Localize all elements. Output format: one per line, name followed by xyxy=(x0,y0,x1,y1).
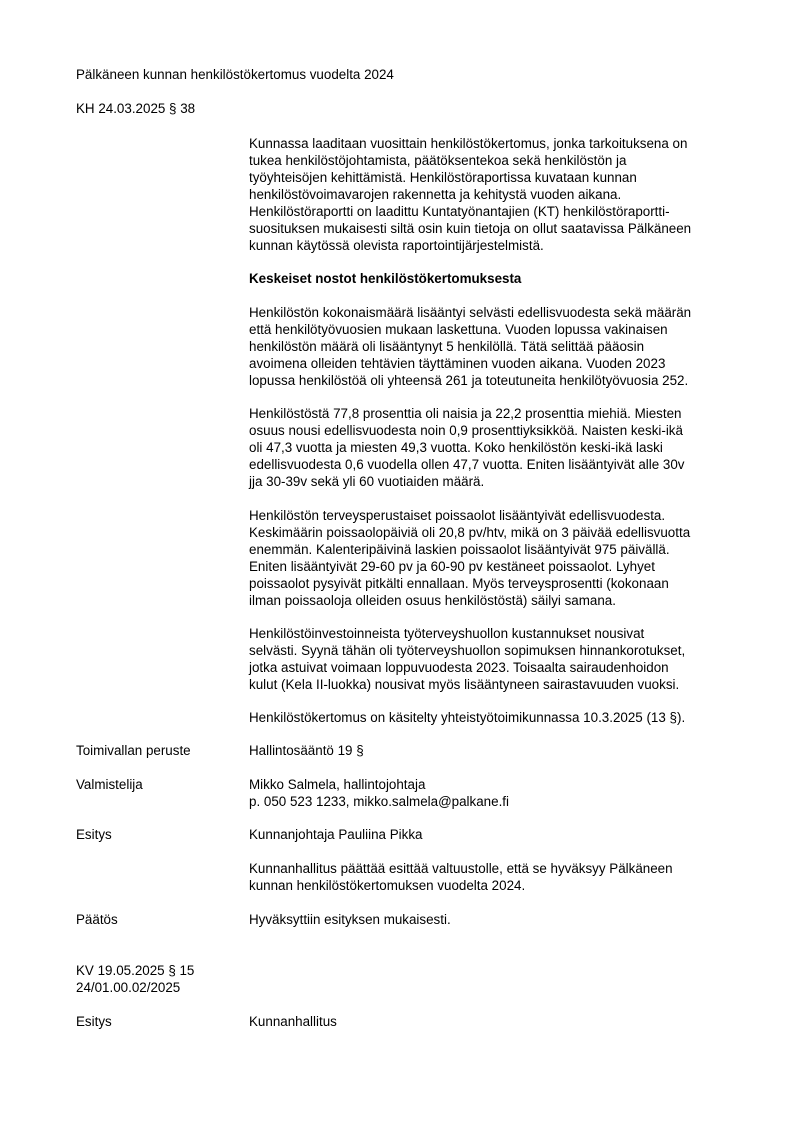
esitys-label: Esitys xyxy=(76,827,112,842)
text-line: Kunnanhallitus päättää esittää valtuustolle, että se hyväksyy Pälkäneen xyxy=(249,861,673,876)
paatos-label: Päätös xyxy=(76,912,118,927)
paragraph-4 xyxy=(249,625,739,693)
valmistelija-block xyxy=(249,776,739,810)
text-line: suosituksen mukaisesti siltä osin kuin tietoja on ollut saatavissa Pälkäneen xyxy=(249,221,692,236)
paragraph-3 xyxy=(249,507,739,609)
kh-reference: KH 24.03.2025 § 38 xyxy=(76,101,196,116)
text-line: osuus nousi edellisvuodesta noin 0,9 prosenttiyksikköä. Naisten keski-ikä xyxy=(249,423,683,438)
text-line: avoimena olleiden tehtävien täyttäminen vuoden aikana. Vuoden 2023 xyxy=(249,356,666,371)
text-line: henkilöstövoimavarojen rakennetta ja kehitystä vuoden aikana. xyxy=(249,187,622,202)
valmistelija-label: Valmistelija xyxy=(76,777,143,792)
text-line: ilman poissaoloja olleiden osuus henkilöstöstä) säilyi samana. xyxy=(249,593,616,608)
text-line: kunnan henkilöstökertomuksen vuodelta 2024. xyxy=(249,878,526,893)
text-line: Kunnassa laaditaan vuosittain henkilöstökertomus, jonka tarkoituksena on xyxy=(249,136,688,151)
text-line: Henkilöstön kokonaismäärä lisääntyi selvästi edellisvuodesta sekä määrän xyxy=(249,305,692,320)
text-line: jja 30-39v sekä yli 60 vuotiaiden määrä. xyxy=(249,474,485,489)
text-line: lopussa henkilöstöä oli yhteensä 261 ja toteutuneita henkilötyövuosia 252. xyxy=(249,373,689,388)
section-heading: Keskeiset nostot henkilöstökertomuksesta xyxy=(249,271,522,286)
text-line: kunnan käytössä olevista raportointijärjestelmistä. xyxy=(249,238,544,253)
esitys-text xyxy=(249,860,739,894)
text-line: selvästi. Syynä tähän oli työterveyshuollon sopimuksen hinnankorotukset, xyxy=(249,643,686,658)
esitys-value: Kunnanjohtaja Pauliina Pikka xyxy=(249,827,423,842)
text-line: enemmän. Kalenteripäivinä laskien poissaolot lisääntyivät 975 päivällä. xyxy=(249,542,670,557)
paragraph-1 xyxy=(249,304,739,389)
text-line: oli 47,3 vuotta ja miesten 49,3 vuotta. Koko henkilöstön keski-ikä laski xyxy=(249,440,663,455)
text-line: Henkilöstöinvestoinneista työterveyshuollon kustannukset nousivat xyxy=(249,626,645,641)
text-line: että henkilötyövuosien mukaan laskettuna. Vuoden lopussa vakinaisen xyxy=(249,322,668,337)
paatos-value: Hyväksyttiin esityksen mukaisesti. xyxy=(249,912,451,927)
intro-paragraph xyxy=(249,135,739,254)
text-line: poissaolot pysyivät pitkälti ennallaan. Myös terveysprosentti (kokonaan xyxy=(249,576,669,591)
text-line: kulut (Kela II-luokka) nousivat myös lisääntyneen sairastavuuden vuoksi. xyxy=(249,677,680,692)
esitys2-value: Kunnanhallitus xyxy=(249,1014,337,1029)
paragraph-5: Henkilöstökertomus on käsitelty yhteistyötoimikunnassa 10.3.2025 (13 §). xyxy=(249,710,686,725)
text-line: Henkilöstöstä 77,8 prosenttia oli naisia ja 22,2 prosenttia miehiä. Miesten xyxy=(249,406,682,421)
text-line: työyhteisöjen kehittämistä. Henkilöstöraportissa kuvataan kunnan xyxy=(249,170,637,185)
text-line: edellisvuodesta 0,6 vuodella ollen 47,7 vuotta. Eniten lisääntyivät alle 30v xyxy=(249,457,685,472)
text-line: jotka astuivat voimaan loppuvuodesta 2023. Toisaalta sairaudenhoidon xyxy=(249,660,669,675)
document-title: Pälkäneen kunnan henkilöstökertomus vuodelta 2024 xyxy=(76,67,394,82)
text-line: Henkilöstön terveysperustaiset poissaolot lisääntyivät edellisvuodesta. xyxy=(249,508,666,523)
text-line: Eniten lisääntyivät 29-60 pv ja 60-90 pv kestäneet poissaolot. Lyhyet xyxy=(249,559,655,574)
paragraph-2 xyxy=(249,405,739,490)
toimivalta-label: Toimivallan peruste xyxy=(76,743,191,758)
kv-reference: KV 19.05.2025 § 15 xyxy=(76,963,195,978)
valmistelija-contact: p. 050 523 1233, mikko.salmela@palkane.fi xyxy=(249,794,509,809)
text-line: Keskimäärin poissaolopäiviä oli 20,8 pv/htv, mikä on 3 päivää edellisvuotta xyxy=(249,525,691,540)
valmistelija-name: Mikko Salmela, hallintojohtaja xyxy=(249,777,426,792)
esitys2-label: Esitys xyxy=(76,1014,112,1029)
text-line: henkilöstön määrä oli lisääntynyt 5 henkilöllä. Tätä selittää pääosin xyxy=(249,339,645,354)
text-line: tukea henkilöstöjohtamista, päätöksentekoa sekä henkilöstön ja xyxy=(249,153,627,168)
text-line: Henkilöstöraportti on laadittu Kuntatyönantajien (KT) henkilöstöraportti- xyxy=(249,204,670,219)
kv-document-number: 24/01.00.02/2025 xyxy=(76,980,181,995)
toimivalta-value: Hallintosääntö 19 § xyxy=(249,743,364,758)
